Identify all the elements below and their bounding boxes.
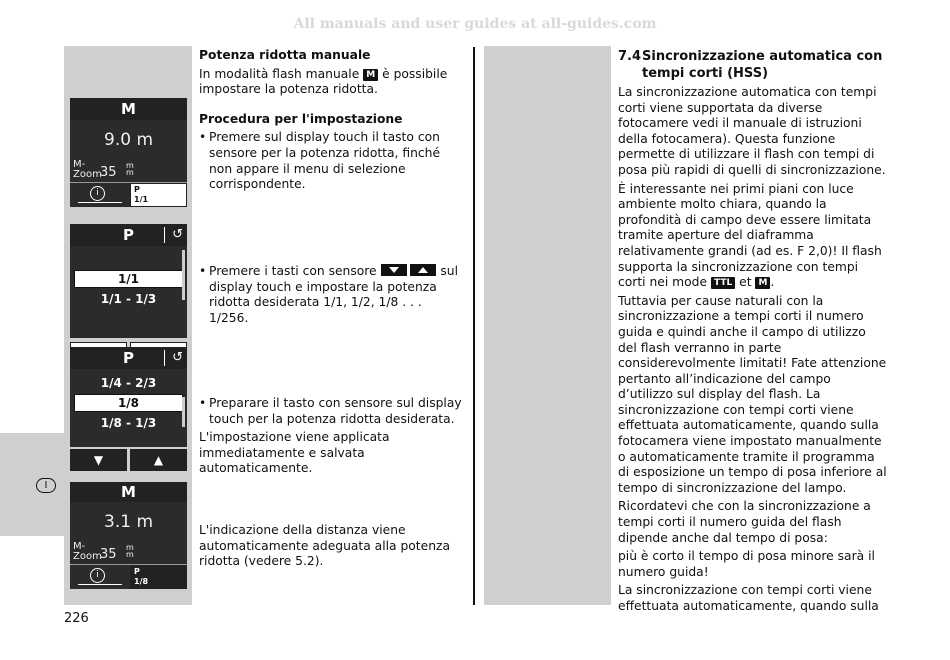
mode-ttl-badge: TTL bbox=[711, 277, 735, 289]
mode-label: P bbox=[123, 226, 134, 244]
power-option-selected[interactable]: 1/1 bbox=[74, 270, 183, 288]
mode-label: M bbox=[121, 100, 136, 118]
display-power-menu-2 bbox=[70, 347, 187, 471]
separator bbox=[164, 227, 166, 243]
display-mode-header bbox=[70, 482, 187, 502]
info-icon: i bbox=[90, 568, 105, 583]
power-button[interactable] bbox=[130, 183, 187, 207]
display-mode-header bbox=[70, 224, 187, 246]
distance-paragraph: L'indicazione della distanza viene automaticamente adeguata alla potenza ridotta (vedere 5.2). bbox=[199, 523, 450, 569]
distance-readout: 3.1 m bbox=[104, 512, 153, 532]
mode-label: M bbox=[121, 483, 136, 501]
right-gray-panel bbox=[484, 46, 611, 605]
zoom-readout bbox=[70, 540, 187, 565]
power-label: P bbox=[134, 185, 140, 194]
zoom-label: M- Zoom bbox=[73, 541, 102, 562]
power-option[interactable]: 1/4 - 2/3 bbox=[100, 376, 157, 390]
info-button[interactable] bbox=[70, 565, 130, 589]
intro-paragraph bbox=[199, 67, 464, 98]
heading-procedure: Procedura per l'impostazione bbox=[199, 111, 403, 126]
paragraph-6: La sincronizzazione con tempi corti viene effettuata automaticamente, quando sulla bbox=[618, 583, 879, 613]
bullet-dot: • bbox=[199, 396, 207, 410]
left-text-column bbox=[199, 48, 464, 193]
power-button[interactable] bbox=[130, 565, 187, 589]
zoom-unit: m m bbox=[126, 161, 134, 177]
display-mode-header bbox=[70, 98, 187, 120]
info-button[interactable] bbox=[70, 183, 130, 207]
bullet-dot: • bbox=[199, 130, 207, 145]
paragraph-5: più è corto il tempo di posa minore sarà il numero guida! bbox=[618, 549, 875, 579]
display-manual-1-8 bbox=[70, 480, 187, 589]
paragraph-2-et: et bbox=[739, 275, 752, 290]
zoom-unit: m m bbox=[126, 543, 134, 559]
section-title-line-1: Sincronizzazione automatica con bbox=[642, 49, 883, 64]
paragraph-1: La sincronizzazione automatica con tempi corti viene supportata da diverse fotocamere vedi il manuale di istruzioni della fotocamera). Questa funzione permette di utilizzare il flash con tempi di posa più rapidi di quelli di sincronizzazione. bbox=[618, 85, 886, 177]
zoom-label: M- Zoom bbox=[73, 159, 102, 180]
up-button[interactable]: ▲ bbox=[130, 449, 187, 471]
intro-text: In modalità flash manuale bbox=[199, 66, 360, 81]
column-divider bbox=[473, 47, 475, 605]
underline bbox=[78, 584, 122, 585]
power-value: 1/8 bbox=[134, 577, 149, 586]
scrollbar[interactable] bbox=[182, 397, 185, 427]
applied-paragraph: L'impostazione viene applicata immediatamente e salvata automaticamente. bbox=[199, 430, 390, 476]
display-mode-header bbox=[70, 347, 187, 369]
left-text-bullet-3 bbox=[199, 396, 464, 477]
power-label: P bbox=[134, 567, 140, 576]
distance-readout: 9.0 m bbox=[104, 130, 153, 150]
separator bbox=[164, 350, 166, 366]
zoom-value: 35 bbox=[100, 547, 117, 562]
bullet-2 bbox=[199, 264, 464, 326]
paragraph-4: Ricordatevi che con la sincronizzazione a tempi corti il numero guida del flash dipende anche dal tempo di posa: bbox=[618, 499, 871, 545]
bullet-3-text: Preparare il tasto con sensore sul display touch per la potenza ridotta desiderata. bbox=[209, 396, 462, 426]
arrow-buttons bbox=[70, 449, 187, 471]
power-list bbox=[70, 246, 187, 338]
heading-reduced-power: Potenza ridotta manuale bbox=[199, 48, 371, 62]
bullet-1-text: Premere sul display touch il tasto con sensore per la potenza ridotta, finché non appare il menu di selezione corrispondente. bbox=[209, 130, 441, 192]
paragraph-2-text: È interessante nei primi piani con luce ambiente molto chiara, quando la profondità di campo deve essere limitata tramite aperture del diaframma relativamente grandi (ad es. F 2,0)! Il flash supporta la sincronizzazione con tempi corti nei mode bbox=[618, 181, 882, 290]
bullet-2-text: Premere i tasti con sensore bbox=[209, 264, 377, 278]
zoom-value: 35 bbox=[100, 165, 117, 180]
down-button[interactable]: ▼ bbox=[70, 449, 127, 471]
underline bbox=[78, 202, 122, 203]
language-indicator: I bbox=[36, 478, 56, 493]
left-text-last bbox=[199, 523, 464, 570]
power-value: 1/1 bbox=[134, 195, 149, 204]
paragraph-2 bbox=[618, 182, 888, 291]
info-icon: i bbox=[90, 186, 105, 201]
section-title bbox=[618, 48, 888, 82]
left-text-bullet-2 bbox=[199, 264, 464, 326]
return-icon[interactable]: ↺ bbox=[172, 350, 183, 365]
page-number: 226 bbox=[64, 611, 89, 626]
display-power-menu-1 bbox=[70, 224, 187, 366]
section-title-line-2: tempi corti (HSS) bbox=[642, 66, 769, 81]
right-text-column bbox=[618, 48, 888, 618]
bullet-dot: • bbox=[199, 264, 207, 278]
watermark: All manuals and user guides at all-guides.com bbox=[293, 16, 657, 32]
power-option-selected[interactable]: 1/8 bbox=[74, 394, 183, 412]
bullet-1 bbox=[199, 130, 464, 192]
intro-text-end: è possibile impostare la potenza ridotta. bbox=[199, 66, 448, 97]
up-arrow-icon bbox=[410, 264, 436, 276]
display-body bbox=[70, 502, 187, 565]
display-footer bbox=[70, 183, 187, 207]
paragraph-3: Tuttavia per cause naturali con la sincronizzazione a tempi corti il numero guida e quindi anche il campo di utilizzo del flash verranno in parte considerevolmente limitati! Fate attenzione pertanto all’indicazione del campo d’utilizzo sul display del flash. La sincronizzazione con tempi corti viene effettuata automaticamente, quando sulla fotocamera viene impostato manualmente o automaticamente tramite il programma di esposizione un tempo di posa inferiore al tempo di sincronizzazione del lampo. bbox=[618, 293, 887, 495]
return-icon[interactable]: ↺ bbox=[172, 227, 183, 242]
display-footer bbox=[70, 565, 187, 589]
mode-m-badge: M bbox=[755, 277, 770, 289]
bullet-2-text-end: sul display touch e impostare la potenza ridotta desiderata 1/1, 1/2, 1/8 . . . 1/256. bbox=[209, 264, 459, 325]
scrollbar[interactable] bbox=[182, 250, 185, 300]
section-number: 7.4 bbox=[618, 49, 642, 64]
power-option[interactable]: 1/8 - 1/3 bbox=[100, 416, 157, 430]
display-manual-1-1 bbox=[70, 98, 187, 207]
paragraph-2-end: . bbox=[770, 275, 775, 290]
mode-m-badge: M bbox=[363, 69, 378, 81]
bullet-3 bbox=[199, 396, 464, 427]
power-list bbox=[70, 369, 187, 447]
zoom-readout bbox=[70, 158, 187, 183]
power-option[interactable]: 1/1 - 1/3 bbox=[100, 292, 157, 306]
mode-label: P bbox=[123, 349, 134, 367]
down-arrow-icon bbox=[381, 264, 407, 276]
display-body bbox=[70, 120, 187, 183]
